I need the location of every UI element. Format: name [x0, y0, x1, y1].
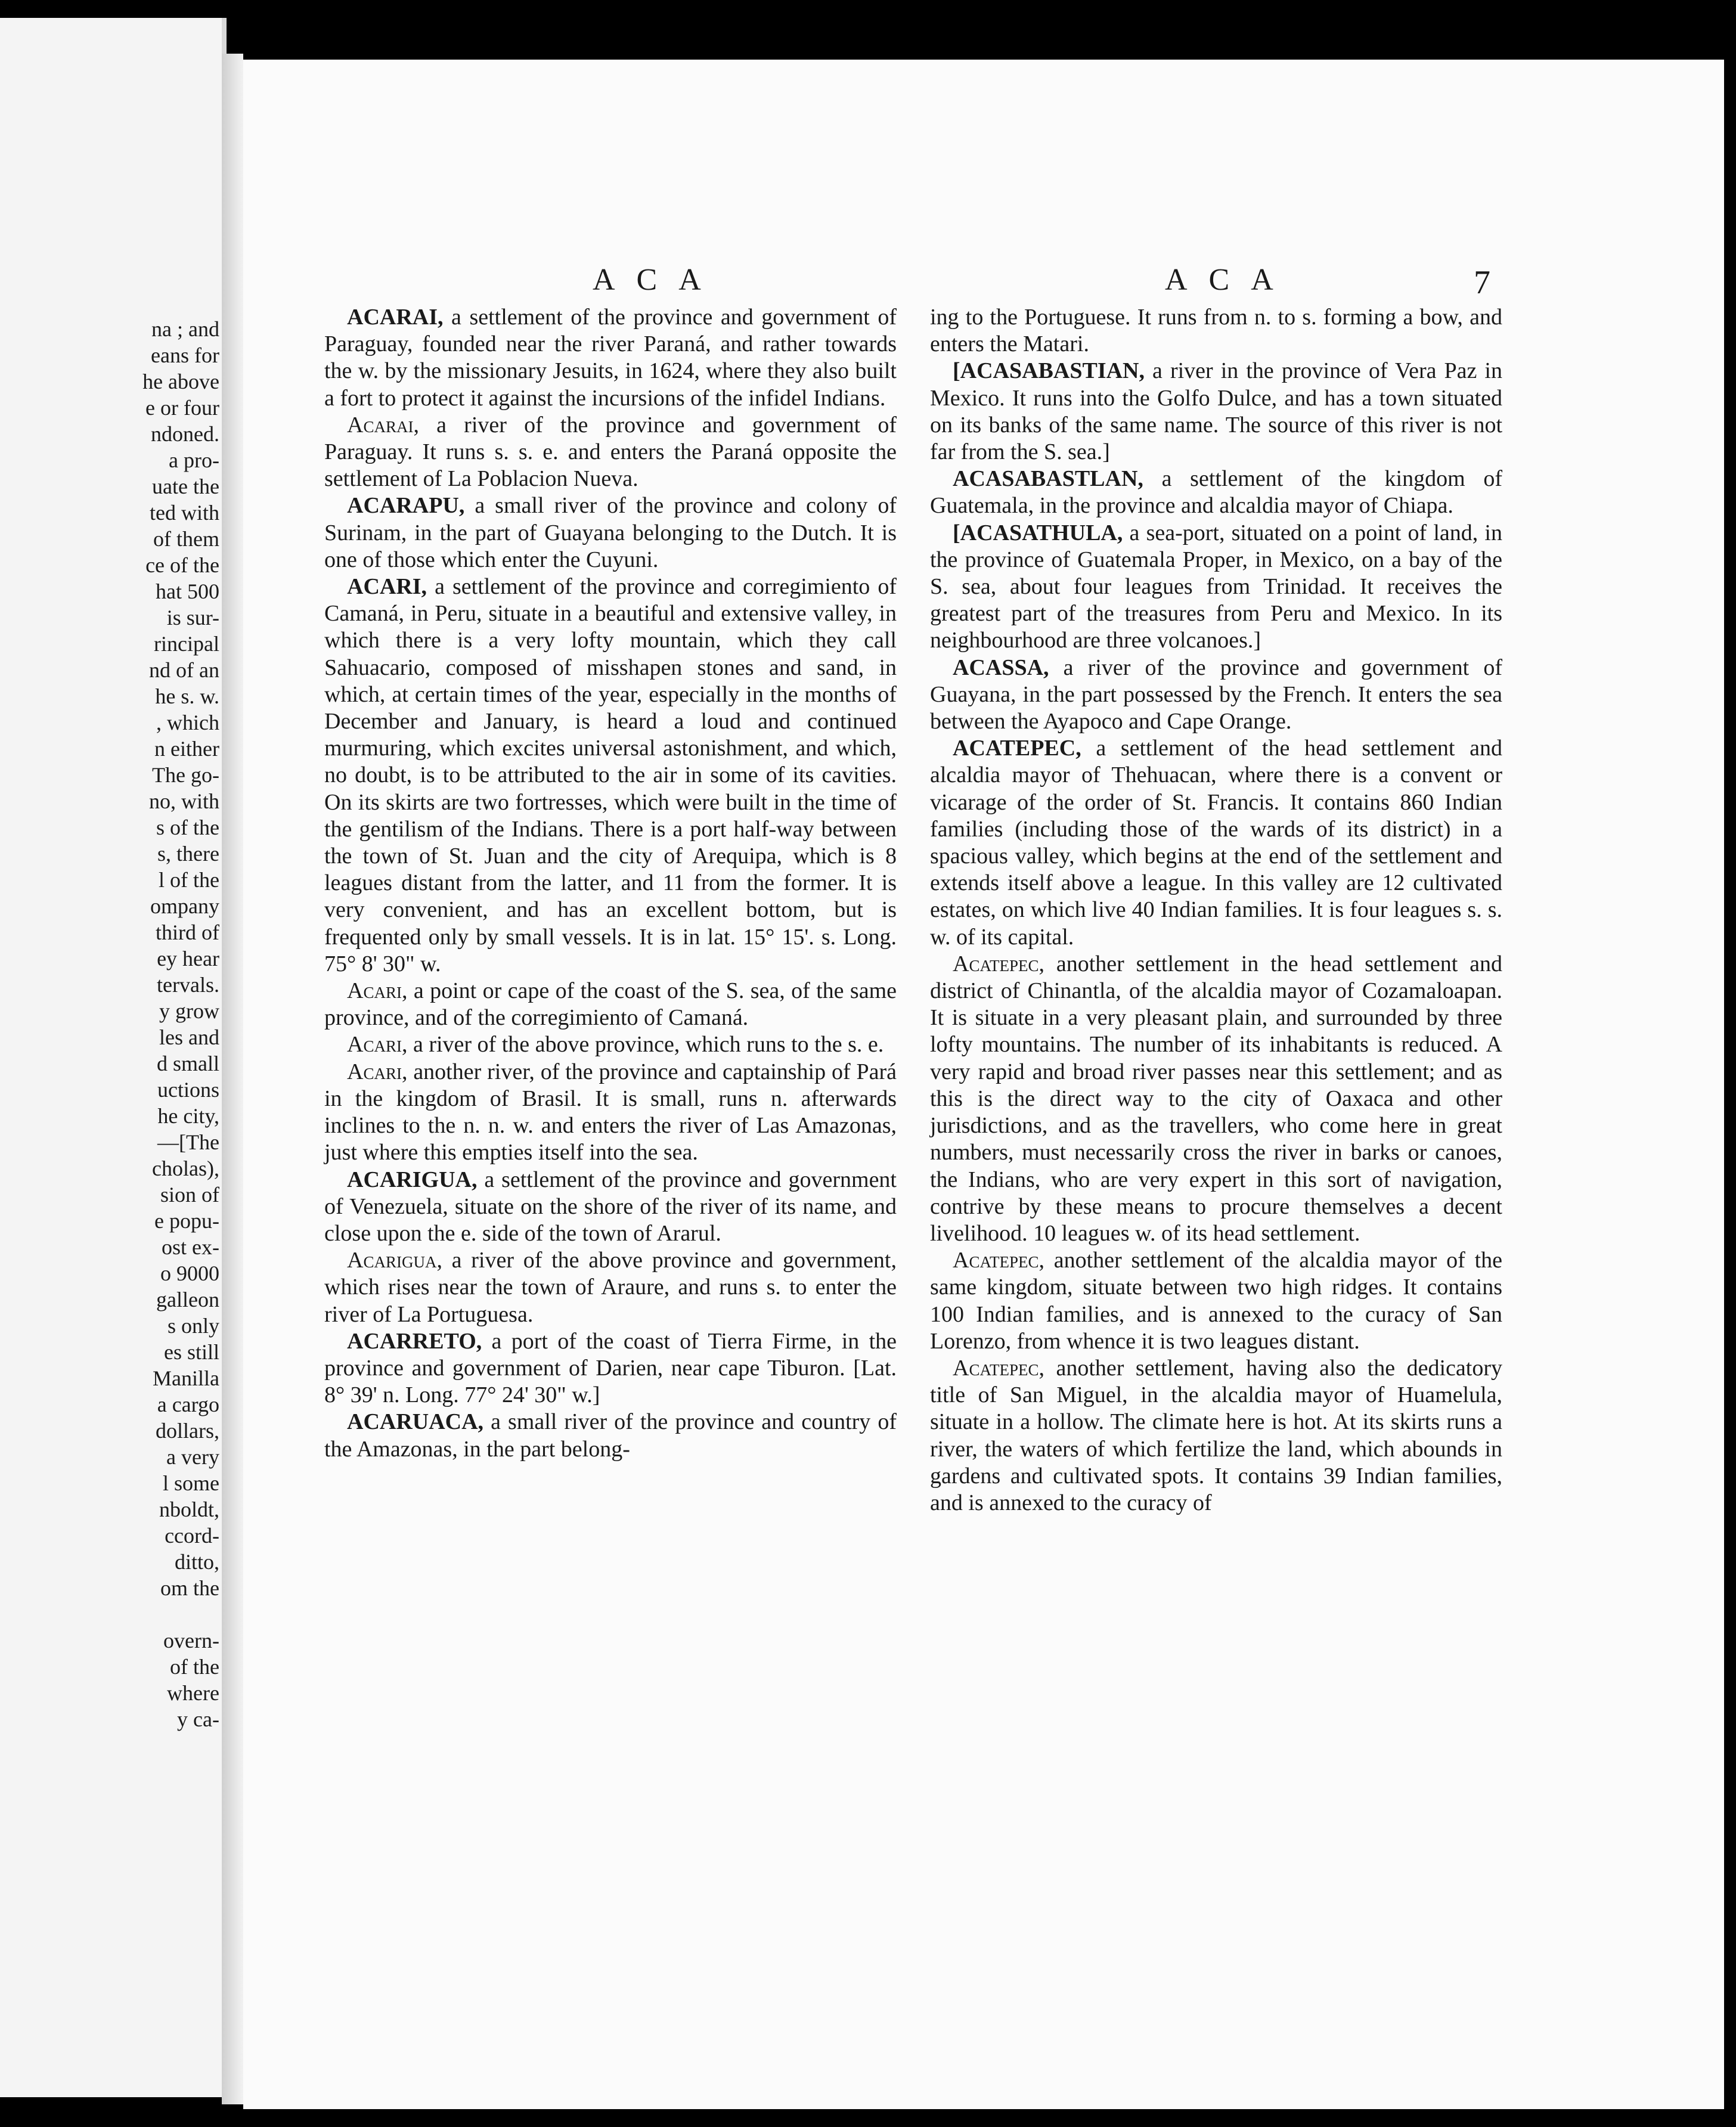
previous-page-line: he city, — [157, 1104, 219, 1128]
previous-page-line: s only — [167, 1314, 219, 1338]
entry-headword: ACASABASTLAN, — [953, 466, 1143, 492]
dictionary-entry — [324, 1247, 897, 1328]
previous-page-line: a cargo — [157, 1393, 219, 1416]
previous-page-line: no, with — [148, 789, 219, 813]
entry-headword: ACASSA, — [953, 655, 1049, 680]
previous-page-line: ce of the — [145, 553, 219, 577]
page-number: 7 — [1474, 264, 1490, 301]
previous-page-line: ditto, — [174, 1550, 219, 1574]
entry-text: a river of the above province and government, which rises near the town of Araure, and runs s. to enter the river of La Portuguesa. — [324, 1248, 897, 1327]
previous-page-line: ompany — [150, 894, 219, 918]
entry-headword: Acarai, — [347, 412, 419, 438]
previous-page-line: s of the — [156, 816, 219, 839]
entry-headword: Acatepec, — [953, 1355, 1044, 1381]
previous-page-line: es still — [163, 1340, 219, 1364]
dictionary-entry — [930, 735, 1502, 951]
entry-headword: Acari, — [347, 1032, 408, 1058]
dictionary-entry — [324, 492, 897, 573]
previous-page-line: he above — [142, 370, 219, 393]
previous-page-line: ted with — [150, 501, 219, 525]
previous-page-line: na ; and — [151, 317, 219, 341]
previous-page-line: d small — [157, 1052, 219, 1075]
book-page — [243, 60, 1724, 2109]
entry-headword: [ACASATHULA, — [953, 520, 1123, 545]
dictionary-entry — [324, 1167, 897, 1248]
dictionary-entry — [930, 520, 1502, 655]
previous-page-line: ccord- — [165, 1524, 219, 1548]
entry-headword: ACARAI, — [347, 305, 444, 330]
previous-page-line: overn- — [163, 1629, 219, 1652]
entry-headword: Acari, — [347, 978, 408, 1004]
entry-text: a river of the above province, which runs to the s. e. — [407, 1032, 884, 1058]
left-column — [324, 304, 897, 1463]
entry-text: a settlement of the kingdom of Guatemala, in the province and alcaldia mayor of Chiapa. — [930, 466, 1502, 519]
previous-page-line: y grow — [159, 999, 219, 1023]
previous-page-line: o 9000 — [160, 1261, 219, 1285]
entry-headword: [ACASABASTIAN, — [953, 358, 1145, 384]
previous-page-line: om the — [160, 1576, 219, 1600]
previous-page-fragment — [0, 18, 227, 2097]
dictionary-entry — [324, 1409, 897, 1462]
previous-page-line: where — [167, 1681, 219, 1705]
previous-page-line: a pro- — [169, 448, 219, 472]
dictionary-entry — [324, 412, 897, 493]
dictionary-entry — [324, 1031, 897, 1058]
previous-page-line: third of — [156, 920, 219, 944]
entry-text: a settlement of the province and government of Paraguay, founded near the river Paraná, and rather towards the w. by the missionary Jesuits, in 1624, where they also built a fort to protect it against the incursions of the infidel Indians. — [324, 305, 897, 411]
previous-page-line: —[The — [157, 1130, 219, 1154]
dictionary-entry — [930, 358, 1502, 466]
entry-headword: Acarigua, — [347, 1248, 442, 1273]
previous-page-line: dollars, — [156, 1419, 219, 1443]
previous-page-line: nboldt, — [159, 1497, 219, 1521]
entry-text: a point or cape of the coast of the S. sea, of the same province, and of the corregimiento of Camaná. — [324, 978, 897, 1031]
previous-page-line: sion of — [160, 1183, 219, 1207]
previous-page-line: tervals. — [157, 973, 219, 997]
entry-text: another settlement, having also the dedicatory title of San Miguel, in the alcaldia mayor of Huamelula, situate in a hollow. The climate here is hot. At its skirts runs a river, the waters of which fertilize the land, which abounds in gardens and cultivated spots. It contains 39 Indian families, and is annexed to the curacy of — [930, 1355, 1502, 1515]
dictionary-entry — [324, 1059, 897, 1167]
previous-page-line: Manilla — [153, 1366, 219, 1390]
previous-page-line: ey hear — [157, 947, 219, 971]
previous-page-line: e or four — [145, 396, 219, 420]
entry-text: another river, of the province and captainship of Pará in the kingdom of Brasil. It is small, runs n. afterwards inclines to the n. n. w. and enters the river of Las Amazonas, just where this empties itself into the sea. — [324, 1059, 897, 1165]
entry-headword: Acari, — [347, 1059, 408, 1084]
previous-page-line: eans for — [151, 343, 219, 367]
entry-text: another settlement in the head settlement and district of Chinantla, of the alcaldia mayor of Cozamaloapan. It is situate in a very pleasant plain, and surrounded by three lofty mountains. The number of its inhabitants is reduced. A very rapid and broad river passes near this settlement; and as this is the direct way to the city of Oaxaca and other jurisdictions, and as the travellers, who come here in great numbers, must necessarily cross the river in barks or canoes, the Indians, who are very expert in this sort of navigation, contrive by these means to procure themselves a decent livelihood. 10 leagues w. of its head settlement. — [930, 951, 1502, 1246]
previous-page-line: y ca- — [177, 1707, 219, 1731]
entry-headword: ACARI, — [347, 574, 427, 600]
entry-text: a river of the province and government of Guayana, in the part possessed by the French. It enters the sea between the Ayapoco and Cape Orange. — [930, 655, 1502, 734]
entry-headword: Acatepec, — [953, 1248, 1044, 1273]
entry-headword: ACARUACA, — [347, 1409, 484, 1435]
previous-page-line: les and — [159, 1025, 219, 1049]
dictionary-entry — [324, 573, 897, 978]
entry-headword: Acatepec, — [953, 951, 1044, 976]
entry-headword: ACATEPEC, — [953, 736, 1081, 761]
dictionary-entry — [930, 304, 1502, 358]
previous-page-line: hat 500 — [156, 579, 219, 603]
previous-page-line: l of the — [159, 868, 219, 892]
entry-text: a river of the province and government of Paraguay. It runs s. s. e. and enters the Paraná opposite the settlement of La Poblacion Nueva. — [324, 412, 897, 492]
previous-page-line: rincipal — [154, 632, 219, 656]
dictionary-entry — [930, 1247, 1502, 1355]
previous-page-line: ndoned. — [151, 422, 219, 446]
previous-page-line: is sur- — [166, 606, 219, 630]
previous-page-line: n either — [154, 737, 219, 761]
dictionary-entry — [930, 951, 1502, 1247]
previous-page-line: , which — [156, 711, 219, 734]
entry-text: a river in the province of Vera Paz in Mexico. It runs into the Golfo Dulce, and has a town situated on its banks of the same name. The source of this river is not far from the S. sea.] — [930, 358, 1502, 465]
previous-page-line: The go- — [152, 763, 219, 787]
entry-headword: ACARIGUA, — [347, 1167, 478, 1192]
entry-text: a small river of the province and colony of Surinam, in the part of Guayana belonging to the Dutch. It is one of those which enter the Cuyuni. — [324, 493, 897, 572]
previous-page-line: he s. w. — [155, 684, 219, 708]
previous-page-line: ost ex- — [162, 1235, 219, 1259]
entry-text: a small river of the province and country of the Amazonas, in the part belong- — [324, 1409, 897, 1462]
entry-text: a port of the coast of Tierra Firme, in the province and government of Darien, near cape Tiburon. [Lat. 8° 39' n. Long. 77° 24' 30" w.] — [324, 1328, 897, 1408]
dictionary-entry — [930, 655, 1502, 736]
dictionary-entry — [930, 1355, 1502, 1517]
dictionary-entry — [324, 1328, 897, 1409]
previous-page-line: nd of an — [149, 658, 219, 682]
entry-text: another settlement of the alcaldia mayor of the same kingdom, situate between two high ridges. It contains 100 Indian families, and is annexed to the curacy of San Lorenzo, from whence it is two leagues distant. — [930, 1248, 1502, 1354]
previous-page-line: uctions — [157, 1078, 219, 1102]
entry-text: a settlement of the province and corregimiento of Camaná, in Peru, situate in a beautiful and extensive valley, in which there is a very lofty mountain, which they call Sahuacario, composed of misshapen stones and sand, in which, at certain times of the year, especially in the months of December and January, is heard a loud and continued murmuring, which excites universal astonishment, and which, no doubt, is to be attributed to the air in some of its cavities. On its skirts are two fortresses, which were built in the time of the gentilism of the Indians. There is a port half-way between the town of St. Juan and the city of Arequipa, which is 8 leagues distant from the latter, and 11 from the former. It is very convenient, and has an excellent bottom, but is frequented only by small vessels. It is in lat. 15° 15'. s. Long. 75° 8' 30" w. — [324, 574, 897, 976]
previous-page-line: galleon — [156, 1288, 219, 1311]
entry-text: ing to the Portuguese. It runs from n. to s. forming a bow, and enters the Matari. — [930, 305, 1502, 357]
previous-page-line: e popu- — [154, 1209, 219, 1233]
right-column — [930, 304, 1502, 1517]
book-gutter — [222, 54, 243, 2104]
entry-headword: ACARAPU, — [347, 493, 465, 519]
previous-page-line: l some — [163, 1471, 219, 1495]
dictionary-entry — [324, 978, 897, 1031]
previous-page-line: of the — [170, 1655, 219, 1679]
left-running-head: ACA — [593, 263, 723, 297]
entry-text: a sea-port, situated on a point of land, in the province of Guatemala Proper, in Mexico, on a bay of the S. sea, about four leagues from Trinidad. It receives the greatest part of the treasures from Peru and Mexico. In its neighbourhood are three volcanoes.] — [930, 520, 1502, 653]
previous-page-line: of them — [153, 527, 219, 551]
entry-headword: ACARRETO, — [347, 1328, 482, 1354]
dictionary-entry — [930, 466, 1502, 519]
previous-page-line: s, there — [157, 842, 219, 866]
previous-page-line: uate the — [152, 475, 219, 498]
entry-text: a settlement of the province and government of Venezuela, situate on the shore of the river of its name, and close upon the e. side of the town of Ararul. — [324, 1167, 897, 1246]
dictionary-entry — [324, 304, 897, 412]
right-running-head: ACA — [1165, 263, 1295, 297]
previous-page-line: cholas), — [152, 1156, 219, 1180]
previous-page-line: a very — [166, 1445, 219, 1469]
entry-text: a settlement of the head settlement and alcaldia mayor of Thehuacan, where there is a convent or vicarage of the order of St. Francis. It contains 860 Indian families (including those of the wards of its district) in a spacious valley, which begins at the end of the settlement and extends itself above a league. In this valley are 12 cultivated estates, on which live 40 Indian families. It is four leagues s. s. w. of its capital. — [930, 736, 1502, 950]
